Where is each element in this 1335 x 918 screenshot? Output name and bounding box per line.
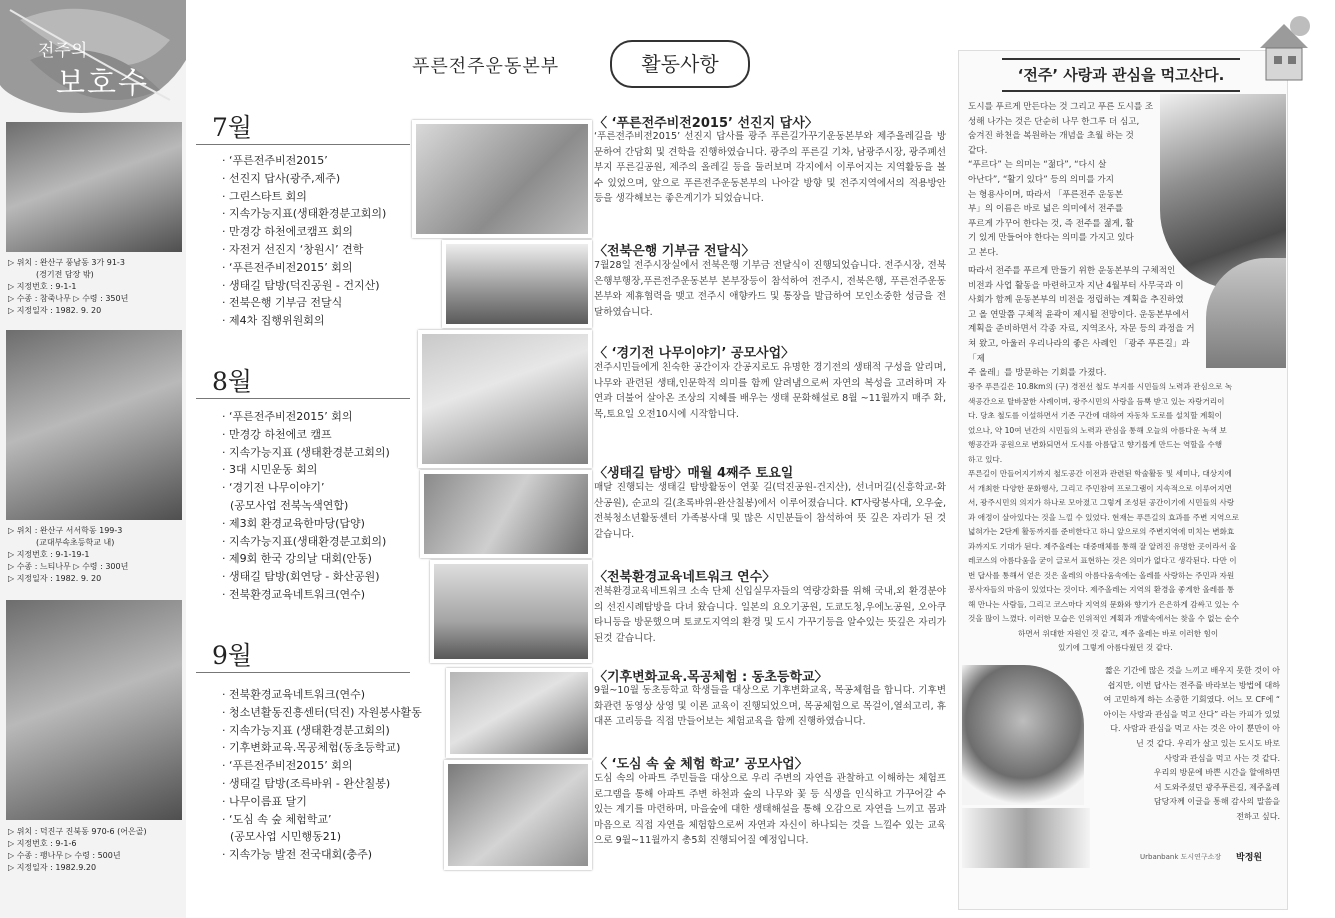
- tree-info-line: ▷ 지정일자 : 1982. 9. 20: [8, 306, 102, 315]
- section-pill: 활동사항: [610, 40, 750, 88]
- tree-photo-1: [6, 122, 182, 252]
- month-heading-august: 8월: [212, 367, 253, 396]
- list-item: · 지속가능지표 (생태환경분고회의): [222, 445, 390, 459]
- essay-line: 서 개최한 다양한 문화행사, 그리고 주민참여 프로그램이 지속적으로 이루어지면: [968, 483, 1232, 493]
- divider: [196, 398, 410, 399]
- essay-line: 다. 당초 철도를 이설하면서 기존 구간에 대하여 자동차 도로를 설치할 계획이: [968, 411, 1222, 420]
- list-item: · 자전거 선진지 ‘창원시’ 견학: [222, 242, 364, 256]
- essay-line: 여 고민하게 하는 소중한 기회였다. 어느 모 CF에 “: [1103, 695, 1280, 705]
- list-item: · ‘푸른전주비전2015’ 회의: [222, 410, 353, 423]
- essay-line: “푸르다” 는 의미는 “젊다”, “다시 살: [968, 160, 1107, 171]
- list-item: · 전북환경교육네트워크(연수): [222, 587, 366, 601]
- essay-line: 해 만나는 사람들, 그리고 코스마다 지역의 문화와 향기가 은은하게 감싸고 있는 수: [968, 599, 1240, 609]
- tree-info-line: ▷ 수종 : 팽나무 ▷ 수령 : 500년: [8, 851, 121, 860]
- tree-info-line: ▷ 수종 : 참죽나무 ▷ 수령 : 350년: [8, 294, 129, 303]
- essay-line: 담당자께 이글을 통해 감사의 말씀을: [1153, 797, 1280, 807]
- photo-street-trees: [962, 665, 1084, 805]
- essay-line: 다. 사람과 관심을 먹고 사는 것은 아이 뿐만이 아: [1110, 724, 1280, 734]
- essay-line: 었으나, 약 10여 년간의 시민들의 노력과 관심을 통해 오늘의 아름다운 녹색 보: [968, 425, 1227, 435]
- article-title: 〈생태길 탐방〉매월 4째주 토요일: [594, 466, 794, 481]
- photo-visit: [412, 120, 592, 238]
- essay-line: 고 본다.: [968, 247, 999, 258]
- tree-info-line: ▷ 지정일자 : 1982.9.20: [8, 863, 97, 872]
- list-item: · 제4차 집행위원회의: [222, 314, 325, 328]
- essay-line: 봉사자들의 마음이 있었다는 것이다. 제주올레는 지역의 환경을 좋게한 올레를 통: [968, 585, 1235, 594]
- article-body: 도심 속의 아파트 주민들을 대상으로 우리 주변의 자연을 관찰하고 이해하는 체험프로그램을 통해 아파트 주변 하천과 숲의 나무와 꽃 등 식생을 인식하고 가꾸어갈 수 있는 계기를 마련하며, 마을숲에 대한 생태해설을 통해 오감으로 자연을 느끼고 몸과 마음으로 직접 자연을 체험함으로써 자연과 자신이 하나되는 것을 느낄수 있는 교육으로 9월~11월까지 총5회 진행되어질 예정입니다.: [594, 773, 946, 846]
- essay-title: ‘전주’ 사랑과 관심을 먹고산다.: [1002, 58, 1240, 92]
- tree-info-line: ▷ 위치 : 완산구 풍남동 3가 91-3: [8, 258, 125, 267]
- list-item: · 지속가능지표(생태환경분고회의): [222, 207, 387, 221]
- tree-photo-2: [6, 330, 182, 520]
- essay-line: 쳐 왔고, 아울러 우리나라의 좋은 사례인 「광주 푸른길」과 「제: [968, 338, 1190, 364]
- essay-paragraph-1: [968, 100, 1168, 261]
- activity-list-september: [222, 686, 422, 864]
- essay-line: 쉽지만, 이번 답사는 전주를 바라보는 방법에 대하: [1107, 680, 1280, 690]
- list-item: · ‘도심 속 숲 체험학교’: [222, 812, 332, 826]
- tree-info-line: ▷ 지정번호 : 9-1-6: [8, 839, 77, 848]
- list-item: · 지속가능지표(생태환경분고회의): [222, 534, 387, 548]
- article-title: 〈 ‘도심 속 숲 체험 학교’ 공모사업〉: [594, 757, 808, 772]
- article-title: 〈기후변화교육.목공체험 : 동초등학교〉: [594, 670, 828, 685]
- photo-group: [420, 470, 592, 558]
- essay-line: 푸르게 가꾸어 한다는 것, 즉 전주를 젊게, 활: [968, 218, 1134, 229]
- list-item: · 전북환경교육네트워크(연수): [222, 688, 366, 701]
- essay-line: 과까지도 기대가 된다. 제주올레는 대중매체를 통해 잘 알려진 유명한 곳이라서 올: [968, 541, 1237, 551]
- list-item: · 제9회 한국 강의날 대회(안동): [222, 552, 372, 566]
- essay-line: 고 올 연말쯤 구체적 윤곽이 제시될 전망이다. 운동본부에서: [968, 309, 1190, 320]
- essay-line: 번 답사를 통해서 얻은 것은 올레의 아름다움속에는 올레를 사랑하는 주민과 자원: [968, 570, 1235, 580]
- list-item: · 청소년활동진흥센터(덕진) 자원봉사활동: [222, 705, 422, 719]
- essay-line: 푸른길이 만들어지기까지 철도공간 이전과 관련된 학술활동 및 세미나, 대상지에: [968, 469, 1232, 478]
- photo-field: [442, 240, 592, 328]
- list-item: · 만경강 하천에코 캠프: [222, 427, 332, 441]
- essay-line: 것을 많이 느꼈다. 이러한 모습은 인위적인 계획과 개발속에서는 찾을 수 없는 순수: [968, 614, 1240, 623]
- list-item: · 제3회 환경교육한마당(답양): [222, 516, 365, 530]
- article-body: 9월~10월 동초등학교 학생들을 대상으로 기후변화교육, 목공체험을 합니다. 기후변화관련 동영상 상영 및 이론 교육이 진행되었으며, 목공체험으로 목걸이,열쇠고리, 휴대폰 고리등을 직접 만들어보는 체험교육을 함께 진행하였습니다.: [594, 685, 946, 727]
- article-title: 〈 ‘푸른전주비전2015’ 선진지 답사〉: [594, 116, 818, 131]
- tree-photo-3: [6, 600, 182, 820]
- essay-paragraph-2: [968, 380, 1280, 656]
- tree-info-line: (교대부속초등학교 내): [36, 538, 115, 547]
- list-item: · 생태길 탐방(회연당 - 화산공원): [222, 570, 380, 584]
- list-item: · ‘푸른전주비전2015’ 회의: [222, 260, 353, 274]
- essay-paragraph-3: [1082, 664, 1280, 825]
- list-item: · 3대 시민운동 회의: [222, 463, 318, 477]
- activity-list-july: [222, 152, 386, 330]
- list-item: · 지속가능 발전 전국대회(충주): [222, 848, 373, 862]
- list-item: · 그린스타트 회의: [222, 189, 307, 203]
- tree-info-2: [8, 525, 184, 585]
- article-body: 전주시민들에게 친숙한 공간이자 간공지로도 유명한 경기전의 생태적 구성을 알리며, 나무와 관련된 생태,인문학적 의미를 함께 알려냄으로써 자연의 복성을 고려하며 자연과 더불어 살아온 조상의 지혜를 배우는 생태 문화해설로 8월 ~11월까지 매주 화,목,토요일 오전10시에 시작합니다.: [594, 362, 946, 420]
- tree-info-line: ▷ 지정번호 : 9-1-19-1: [8, 550, 90, 559]
- article-title: 〈 ‘경기전 나무이야기’ 공모사업〉: [594, 346, 795, 361]
- badge-line1: 전주의: [38, 41, 88, 61]
- essay-line: 레코스의 아름다움을 굳이 글로서 표현하는 것은 의미가 없다고 생각된다. 다만 이: [968, 556, 1237, 565]
- essay-line: 는 형용사이며, 따라서 「푸른전주 운동본: [968, 189, 1124, 200]
- essay-line: 사랑과 관심을 먹고 사는 것 같다.: [1164, 753, 1280, 763]
- essay-line: 부」의 이름은 바로 넓은 의미에서 전주를: [968, 204, 1124, 215]
- list-item: · 기후변화교육.목공체험(동초등학교): [222, 741, 401, 755]
- article-title: 〈전북은행 기부금 전달식〉: [594, 244, 755, 259]
- article-title: 〈전북환경교육네트워크 연수〉: [594, 570, 776, 585]
- essay-line: 같다.: [968, 145, 988, 156]
- tree-info-line: ▷ 지정번호 : 9-1-1: [8, 282, 77, 291]
- essay-line: 숨겨진 하천을 복원하는 개념을 초월 하는 것: [968, 131, 1134, 142]
- house-illustration-icon: [1252, 14, 1316, 84]
- list-item: · ‘푸른전주비전2015’: [222, 154, 328, 167]
- essay-line: 우리의 방문에 바쁜 시간을 할애하면: [1153, 768, 1280, 778]
- activity-list-august: [222, 408, 390, 604]
- essay-line: 서 도와주셨던 광주푸른길, 제주올레: [1153, 782, 1280, 792]
- essay-line: 있기에 그렇게 아름다웠던 것 같다.: [1058, 643, 1173, 652]
- month-heading-september: 9월: [212, 641, 253, 670]
- essay-line: 광주 푸른길은 10.8km의 (구) 경전선 철도 부지를 시민들의 노력과 관심으로 녹: [968, 382, 1233, 391]
- tree-info-line: ▷ 위치 : 완산구 서서학동 199-3: [8, 526, 123, 535]
- divider: [196, 144, 410, 145]
- tree-info-line: (경기전 담장 밖): [36, 270, 94, 279]
- tree-info-line: ▷ 위치 : 덕진구 진북동 970-6 (어은골): [8, 827, 147, 836]
- essay-line: 넓혀가는 2단계 활동까지를 준비한다고 하니 앞으로의 주변지역에 미치는 변화효: [968, 527, 1235, 536]
- tree-info-line: ▷ 지정일자 : 1982. 9. 20: [8, 574, 102, 583]
- photo-tour: [430, 560, 592, 663]
- divider: [196, 672, 410, 673]
- list-item: (공모사업 전북녹색연합): [230, 498, 349, 512]
- list-item: · 지속가능지표 (생태환경분고회의): [222, 723, 390, 737]
- author-org: Urbanbank 도시연구소장: [1140, 853, 1222, 861]
- list-item: · 전북은행 기부금 전달식: [222, 296, 343, 310]
- essay-line: 따라서 전주를 푸르게 만들기 위한 운동본부의 구체적인: [968, 266, 1176, 276]
- tree-info-line: ▷ 수종 : 느티나무 ▷ 수령 : 300년: [8, 562, 129, 571]
- article-body: ‘푸른전주비전2015’ 선진지 답사를 광주 푸른길가꾸기운동본부와 제주올레길을 방문하여 간담회 및 견학을 진행하였습니다. 광주의 푸른길 기차, 남광주시장, 광주폐선부지 푸른길공원, 제주의 올레길 등을 둘러보며 각지에서 이루어지는 지역활동을 볼 수 있었으며, 앞으로 푸른전주운동본부의 나아갈 방향 및 전주지역에서의 적용방안 등을 생각해보는 좋은계기가 되었습니다.: [594, 131, 946, 204]
- essay-line: 아난다”, “활기 있다” 등의 의미를 가지: [968, 174, 1114, 185]
- essay-line: 도시를 푸르게 만든다는 것 그리고 푸른 도시를 조: [968, 102, 1154, 112]
- essay-line: 비전과 사업 활동을 마련하고자 지난 4월부터 사무국과 이: [968, 280, 1184, 291]
- article-body: 전북환경교육네트워크 소속 단체 신입실무자들의 역량강화를 위해 국내,외 환경분야의 선진시례탐방을 다녀 왔습니다. 일본의 요오기공원, 도쿄도청,우에노공원, 오아쿠타니등을 방문했으며 토쿄도지역의 환경 및 도시 가꾸기등을 알수있는 뜻깊은 자리가 된것 같습니다.: [594, 586, 946, 644]
- list-item: · 선진지 답사(광주,제주): [222, 171, 341, 185]
- essay-line: 하면서 위대한 자원인 것 같고, 제주 올레는 바로 이러한 힘이: [1018, 628, 1219, 638]
- essay-line: 하고 있다.: [968, 454, 1003, 464]
- list-item: (공모사업 시민행동21): [230, 830, 342, 844]
- essay-line: 색공간으로 탈바꿈한 사례이며, 광주시민의 사랑을 듬뿍 받고 있는 자랑거리이: [968, 396, 1225, 406]
- essay-line: 짧은 기간에 많은 것을 느끼고 배우지 못한 것이 아: [1105, 666, 1280, 675]
- essay-line: 사회가 함께 운동본부의 비전을 정립하는 계획을 추진하였: [968, 295, 1184, 306]
- badge-line2: 보호수: [56, 66, 149, 101]
- list-item: · 생태길 탐방(덕진공원 - 건지산): [222, 278, 380, 292]
- photo-students: [446, 668, 592, 758]
- article-body: 7월28일 전주시장실에서 전북은행 기부금 전달식이 진행되었습니다. 전주시장, 전북은행부행장,푸른전주운동본부 본부장등이 참석하여 전주시, 전북은행, 푸른전주운동본부와 제휴협력을 맺고 전주시 애향카드 및 통장을 발급하여 모인소중한 성금을 전달하였습니다.: [594, 260, 946, 318]
- essay-line: 전하고 싶다.: [1236, 811, 1280, 821]
- article-body: 매달 진행되는 생태길 탐방활동이 연꽃 길(덕진공원-건지산), 선너머길(신흥학교-화산공원), 순교의 길(초록바위-완산칠봉)에서 이루어졌습니다. KT사랑봉사대, 오우숲, 전북청소년활동센터 가족봉사대 및 많은 시민분들이 참석하여 뜻 깊은 자리가 된 것같습니다.: [594, 482, 946, 540]
- essay-line: 과 애정이 살아있다는 것을 느낄 수 있었다. 현재는 푸른길의 효과를 주변 지역으로: [968, 512, 1240, 522]
- essay-line: 기 있게 만들어야 한다는 의미를 가지고 있다: [968, 233, 1134, 244]
- tree-info-3: [8, 826, 184, 874]
- photo-map: [418, 330, 592, 468]
- photo-flowers: [962, 808, 1090, 868]
- list-item: · 나무이름표 달기: [222, 794, 307, 808]
- essay-line: 계획을 준비하면서 각종 자료, 지역조사, 자문 등의 과정을 거: [968, 324, 1195, 335]
- list-item: · ‘경기전 나무이야기’: [222, 481, 325, 495]
- author-name: 박정원: [1236, 853, 1263, 863]
- essay-line: 닌 것 같다. 우리가 살고 있는 도시도 바로: [1136, 738, 1280, 748]
- list-item: · ‘푸른전주비전2015’ 회의: [222, 759, 353, 773]
- page-title: 푸른전주운동본부: [412, 56, 560, 77]
- month-heading-july: 7월: [212, 113, 253, 142]
- photo-workshop: [444, 760, 592, 870]
- essay-line: 아이는 사랑과 관심을 먹고 산다” 라는 카피가 있었: [1103, 709, 1280, 719]
- tree-info-1: [8, 257, 184, 317]
- essay-paragraph-1b: [968, 264, 1208, 381]
- essay-line: 행공간과 공원으로 변화되면서 도시를 아름답고 향기롭게 만드는 역할을 수행: [968, 440, 1223, 449]
- essay-line: 서, 광주시민의 의지가 하나로 모아졌고 그렇게 조성된 공간이기에 시민들의 사랑: [968, 498, 1235, 507]
- list-item: · 생태길 탐방(조륵바위 - 완산칠봉): [222, 776, 391, 790]
- essay-line: 성해 나가는 것은 단순히 나무 한그루 더 심고,: [968, 116, 1140, 127]
- essay-line: 주 올레」를 방문하는 기회를 가졌다.: [968, 368, 1107, 379]
- list-item: · 만경강 하천에코캠프 회의: [222, 225, 353, 239]
